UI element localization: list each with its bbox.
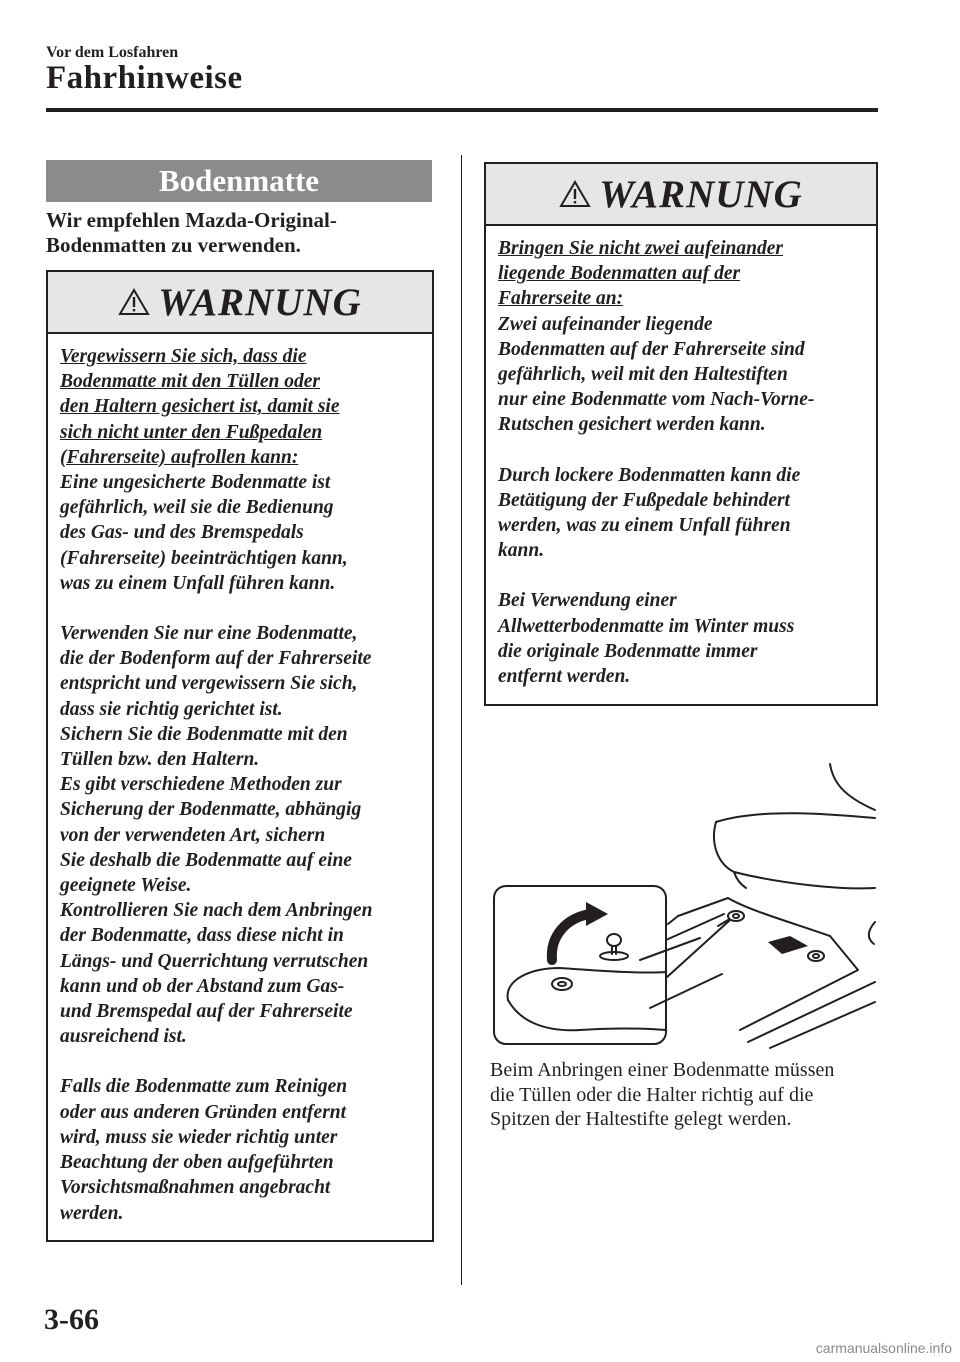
warning-line: Falls die Bodenmatte zum Reinigen [60,1076,348,1098]
warning-line: entfernt werden. [498,666,631,688]
warning-line: Eine ungesicherte Bodenmatte ist [60,472,331,494]
warning-line: Tüllen bzw. den Haltern. [60,749,260,771]
caption-line: Spitzen der Haltestifte gelegt werden. [490,1108,792,1130]
warning-line: Bodenmatte mit den Tüllen oder [60,371,321,393]
watermark: carmanualsonline.info [815,1340,952,1356]
warning-line: Betätigung der Fußpedale behindert [498,489,790,511]
warning-line: den Haltern gesichert ist, damit sie [60,396,340,418]
warning-line: Bringen Sie nicht zwei aufeinander [498,238,783,259]
paragraph-gap [498,563,868,588]
section-heading: Bodenmatte [46,160,432,202]
warning-line: Sichern Sie die Bodenmatte mit den [60,723,348,745]
warning-triangle-icon [118,288,150,316]
intro-line: Wir empfehlen Mazda-Original- [46,208,337,232]
warning-title: WARNUNG [599,172,803,216]
paragraph-gap [60,596,424,621]
warning-line: was zu einem Unfall führen kann. [60,572,336,594]
page-title: Fahrhinweise [46,60,243,96]
warning-line: gefährlich, weil mit den Haltestiften [498,364,788,386]
warning-title: WARNUNG [158,280,362,324]
warning-line: liegende Bodenmatten auf der [498,263,741,285]
warning-header [486,164,876,226]
warning-line: geeignete Weise. [60,875,192,897]
warning-line: oder aus anderen Gründen entfernt [60,1101,347,1123]
warning-line: entspricht und vergewissern Sie sich, [60,673,358,695]
warning-line: Bei Verwendung einer [498,590,677,612]
warning-line: Allwetterbodenmatte im Winter muss [498,615,795,637]
page-number: 3-66 [44,1303,99,1336]
warning-line: des Gas- und des Bremspedals [60,522,304,544]
paragraph-gap [60,1049,424,1074]
warning-line: Rutschen gesichert werden kann. [498,414,766,436]
warning-line: Zwei aufeinander liegende [498,313,713,335]
intro-line: Bodenmatten zu verwenden. [46,233,301,257]
warning-line: Bodenmatten auf der Fahrerseite sind [498,338,805,360]
warning-line: Es gibt verschiedene Methoden zur [60,774,342,796]
illustration-caption [490,1058,880,1132]
warning-line: werden. [60,1202,124,1224]
warning-line: (Fahrerseite) aufrollen kann: [60,446,299,468]
warning-line: der Bodenmatte, dass diese nicht in [60,925,344,947]
warning-box-double-mats [484,162,878,706]
warning-line: nur eine Bodenmatte vom Nach-Vorne- [498,389,815,411]
warning-line: Vorsichtsmaßnahmen angebracht [60,1177,331,1199]
warning-body [48,334,432,1226]
intro-text [46,208,436,258]
warning-triangle-icon [559,180,591,208]
warning-line: Verwenden Sie nur eine Bodenmatte, [60,623,358,645]
warning-line: Sicherung der Bodenmatte, abhängig [60,799,362,821]
warning-line: die originale Bodenmatte immer [498,640,758,662]
warning-line: Vergewissern Sie sich, dass die [60,346,307,367]
warning-body [486,226,876,689]
caption-line: die Tüllen oder die Halter richtig auf die [490,1083,814,1106]
warning-line: Längs- und Querrichtung verrutschen [60,950,369,972]
warning-box-floor-mat-securing [46,270,434,1242]
warning-line: Durch lockere Bodenmatten kann die [498,464,801,486]
header-rule [46,108,878,112]
warning-line: gefährlich, weil sie die Bedienung [60,497,334,519]
warning-line: Beachtung der oben aufgeführten [60,1152,334,1174]
warning-line: sich nicht unter den Fußpedalen [60,421,323,443]
warning-line: die der Bodenform auf der Fahrerseite [60,648,372,670]
warning-line: kann. [498,540,545,562]
floor-mat-illustration [490,760,880,1050]
warning-line: kann und ob der Abstand zum Gas- [60,975,345,997]
warning-line: dass sie richtig gerichtet ist. [60,698,283,720]
warning-line: von der verwendeten Art, sichern [60,824,326,846]
caption-line: Beim Anbringen einer Bodenmatte müssen [490,1059,835,1081]
warning-line: ausreichend ist. [60,1026,187,1048]
warning-line: wird, muss sie wieder richtig unter [60,1126,338,1148]
warning-line: (Fahrerseite) beeinträchtigen kann, [60,547,348,569]
paragraph-gap [498,438,868,463]
warning-line: Fahrerseite an: [498,288,624,310]
breadcrumb: Vor dem Losfahren [46,44,179,61]
warning-line: werden, was zu einem Unfall führen [498,515,791,537]
warning-header [48,272,432,334]
warning-line: und Bremspedal auf der Fahrerseite [60,1001,353,1023]
warning-line: Kontrollieren Sie nach dem Anbringen [60,900,373,922]
column-divider [461,155,462,1285]
warning-line: Sie deshalb die Bodenmatte auf eine [60,849,352,871]
